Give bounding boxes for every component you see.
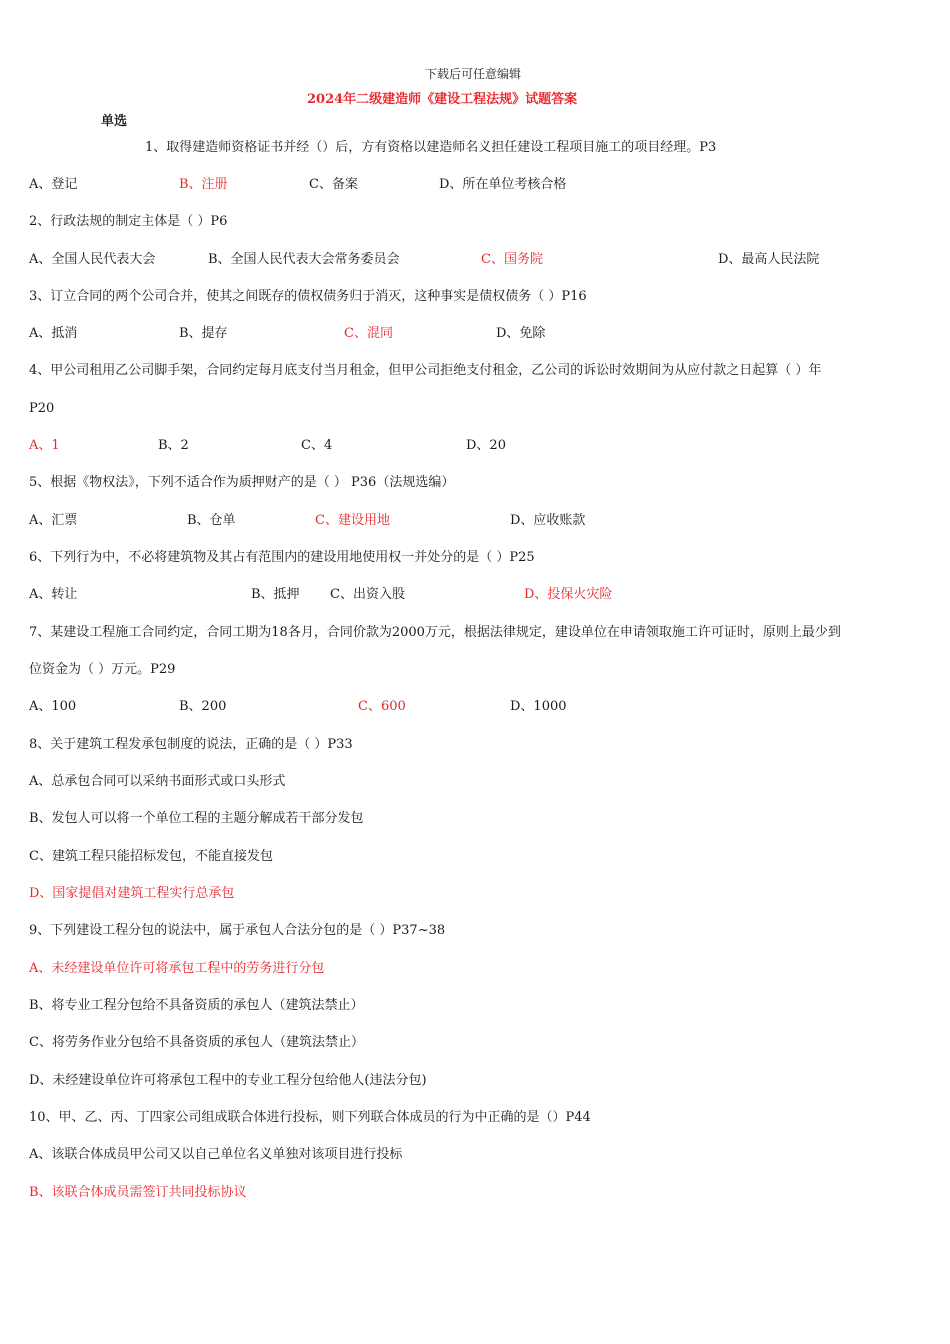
option-answer: A、1 — [29, 438, 60, 453]
option: D、最高人民法院 — [718, 252, 820, 267]
option: A、转让 — [29, 587, 78, 602]
option-answer: D、投保火灾险 — [524, 587, 613, 602]
question-stem: 7、某建设工程施工合同约定，合同工期为18各月，合同价款为2000万元，根据法律规定，建设单位在申请领取施工许可证时，原则上最少到 — [29, 625, 841, 640]
question-stem: 1、取得建造师资格证书并经（）后，方有资格以建造师名义担任建设工程项目施工的项目经理。P3 — [145, 140, 717, 155]
option: D、所在单位考核合格 — [439, 177, 567, 192]
option: B、发包人可以将一个单位工程的主题分解成若干部分发包 — [29, 811, 364, 826]
option: B、全国人民代表大会常务委员会 — [208, 252, 400, 267]
option: D、应收账款 — [510, 513, 586, 528]
page-title: 2024年二级建造师《建设工程法规》试题答案 — [307, 92, 578, 107]
option: C、4 — [301, 438, 333, 453]
option: D、免除 — [496, 326, 546, 341]
question-stem: 8、关于建筑工程发承包制度的说法，正确的是（ ）P33 — [29, 737, 353, 752]
option: D、未经建设单位许可将承包工程中的专业工程分包给他人(违法分包) — [29, 1073, 427, 1088]
option-answer: C、国务院 — [481, 252, 543, 267]
option: D、20 — [466, 438, 506, 453]
option: B、200 — [179, 699, 227, 714]
question-stem: 3、订立合同的两个公司合并，使其之间既存的债权债务归于消灭，这种事实是债权债务（ ）P16 — [29, 289, 587, 304]
option: A、登记 — [29, 177, 78, 192]
option-answer: A、未经建设单位许可将承包工程中的劳务进行分包 — [29, 961, 325, 976]
question-stem: 2、行政法规的制定主体是（ ）P6 — [29, 214, 228, 229]
question-stem: 10、甲、乙、丙、丁四家公司组成联合体进行投标，则下列联合体成员的行为中正确的是（）P44 — [29, 1110, 591, 1125]
question-stem: 6、下列行为中，不必将建筑物及其占有范围内的建设用地使用权一并处分的是（ ）P25 — [29, 550, 535, 565]
option: A、100 — [29, 699, 77, 714]
option: B、抵押 — [251, 587, 300, 602]
option: D、1000 — [510, 699, 567, 714]
option: B、将专业工程分包给不具备资质的承包人（建筑法禁止） — [29, 998, 364, 1013]
question-stem: 5、根据《物权法》，下列不适合作为质押财产的是（ ） P36（法规选编） — [29, 475, 455, 490]
option: A、汇票 — [29, 513, 78, 528]
option: C、将劳务作业分包给不具备资质的承包人（建筑法禁止） — [29, 1035, 364, 1050]
option: B、提存 — [179, 326, 228, 341]
option-answer: C、混同 — [344, 326, 393, 341]
option-answer: C、600 — [358, 699, 406, 714]
option-answer: D、国家提倡对建筑工程实行总承包 — [29, 886, 235, 901]
question-stem-continued: 位资金为（ ）万元。P29 — [29, 662, 176, 677]
option: B、仓单 — [187, 513, 236, 528]
option: B、2 — [158, 438, 189, 453]
option: A、全国人民代表大会 — [29, 252, 156, 267]
option-answer: C、建设用地 — [315, 513, 390, 528]
option: C、建筑工程只能招标发包，不能直接发包 — [29, 849, 273, 864]
question-stem: 4、甲公司租用乙公司脚手架，合同约定每月底支付当月租金，但甲公司拒绝支付租金，乙公司的诉讼时效期间为从应付款之日起算（ ）年 — [29, 363, 822, 378]
option-answer: B、该联合体成员需签订共同投标协议 — [29, 1185, 247, 1200]
option: A、该联合体成员甲公司又以自己单位名义单独对该项目进行投标 — [29, 1147, 403, 1162]
option: C、备案 — [309, 177, 358, 192]
option: A、总承包合同可以采纳书面形式或口头形式 — [29, 774, 286, 789]
option: A、抵消 — [29, 326, 78, 341]
option: C、出资入股 — [330, 587, 405, 602]
question-stem: 9、下列建设工程分包的说法中，属于承包人合法分包的是（ ）P37~38 — [29, 923, 446, 938]
option-answer: B、注册 — [179, 177, 228, 192]
header-note: 下载后可任意编辑 — [425, 67, 522, 81]
section-heading: 单选 — [101, 114, 128, 129]
question-stem-continued: P20 — [29, 401, 55, 416]
